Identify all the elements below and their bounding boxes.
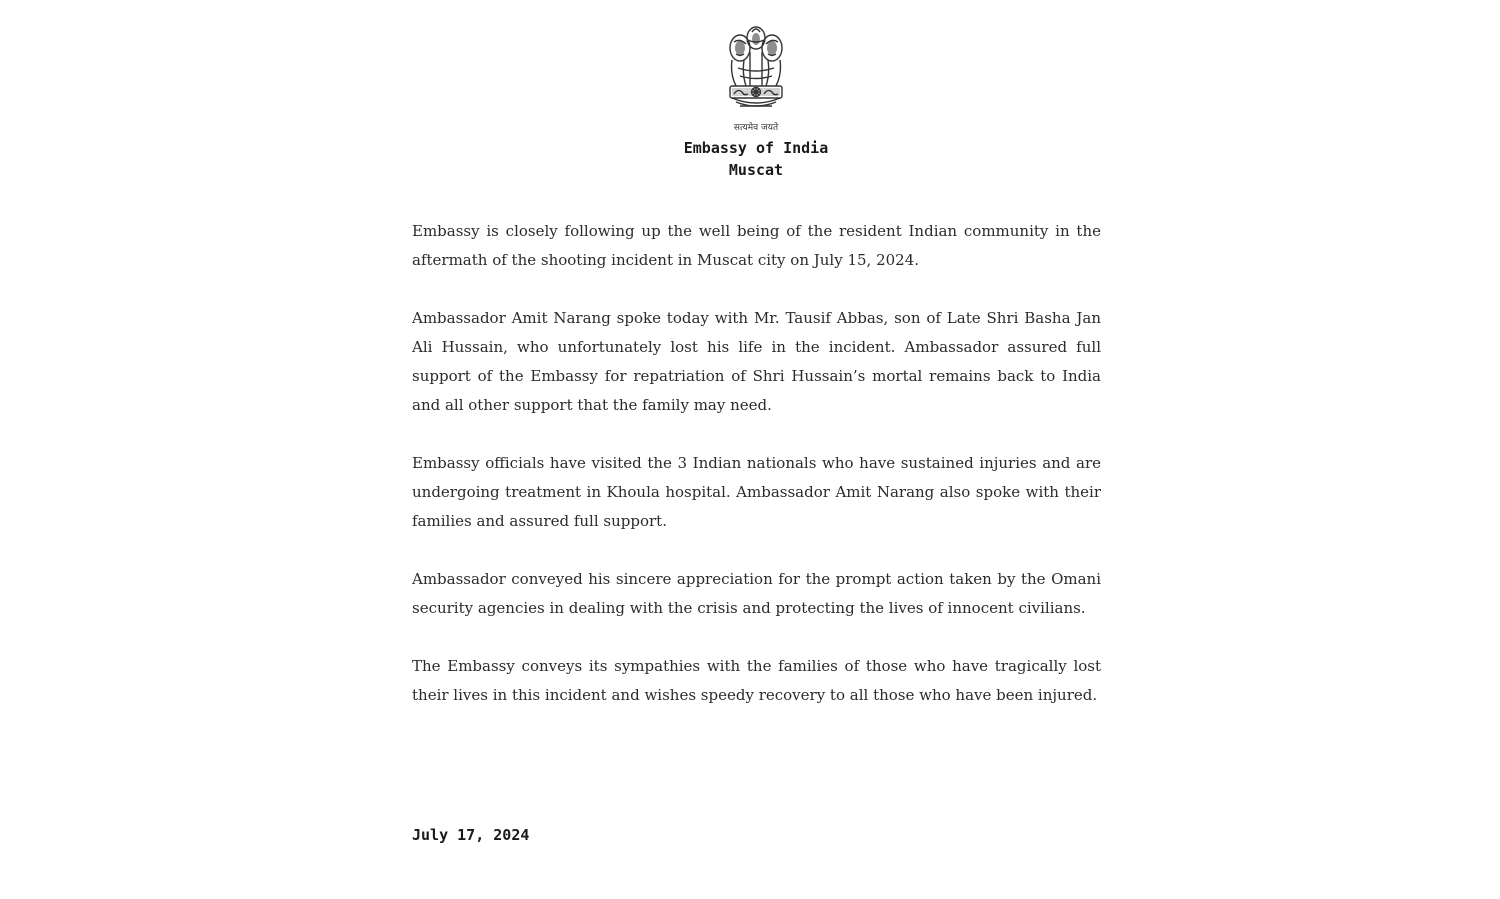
press-release-body [412,217,1101,739]
city-title: Muscat [728,161,784,179]
paragraph-1: Embassy is closely following up the well being of the resident Indian community in the aftermath of the shooting incident in Muscat city on July 15, 2024. [412,222,1101,269]
organization-title: Embassy of India [683,139,829,157]
paragraph-5: The Embassy conveys its sympathies with the families of those who have tragically lost their lives in this incident and wishes speedy recovery to all those who have been injured. [412,657,1101,704]
release-date: July 17, 2024 [412,826,530,844]
emblem-motto: सत्यमेव जयते [733,123,779,133]
paragraph-3: Embassy officials have visited the 3 Indian nationals who have sustained injuries and are undergoing treatment in Khoula hospital. Ambassador Amit Narang also spoke with their families and assured full support. [412,454,1101,530]
paragraph-4: Ambassador conveyed his sincere appreciation for the prompt action taken by the Omani security agencies in dealing with the crisis and protecting the lives of innocent civilians. [412,570,1101,617]
paragraph-2: Ambassador Amit Narang spoke today with Mr. Tausif Abbas, son of Late Shri Basha Jan Ali Hussain, who unfortunately lost his life in the incident. Ambassador assured full support of the Embassy for repatriation of Shri Hussain’s mortal remains back to India and all other support that the family may need. [412,309,1101,414]
national-emblem-icon [718,18,794,124]
